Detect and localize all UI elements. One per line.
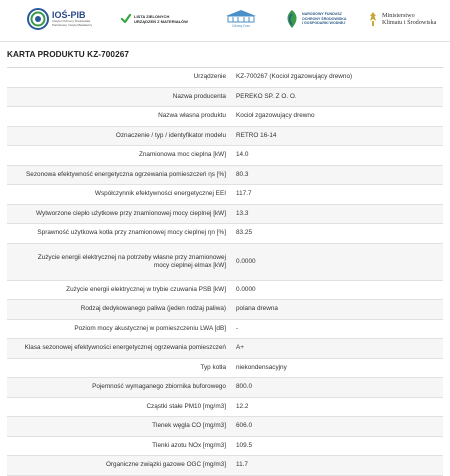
row-label-text: Klasa sezonowej efektywności energetycznej ogrzewania pomieszczeń (24, 344, 226, 352)
row-label (7, 437, 230, 456)
row-label-text: Organiczne związki gazowe OGC [mg/m3] (105, 461, 226, 469)
row-value: KZ-700267 (Kocioł zgazowujący drewno) (236, 73, 353, 81)
row-label-text: Sezonowa efektywność energetyczna ogrzewania pomieszczeń ηs [%] (26, 170, 226, 178)
ios-pib-emblem-icon (27, 8, 49, 30)
row-value: Kocioł zgazowujący drewno (236, 112, 315, 120)
row-value: polana drewna (236, 305, 278, 313)
row-label (7, 127, 230, 146)
ios-pib-name: IOŚ-PIB (52, 9, 86, 20)
row-value: 0.0000 (236, 257, 256, 265)
table-row (7, 281, 443, 301)
nfosigw-logo[interactable] (284, 6, 362, 32)
row-label (7, 456, 230, 475)
table-row (7, 68, 443, 88)
table-row (7, 107, 443, 127)
row-label (7, 205, 230, 224)
table-row (7, 146, 443, 166)
row-label-text: Pojemność wymaganego zbiornika buforowego (92, 383, 226, 391)
row-label-text: Tlenek węgla CO [mg/m3] (152, 422, 226, 430)
row-value: 800.0 (236, 383, 252, 391)
table-row (7, 417, 443, 437)
lista-line2: URZĄDZEŃ Z MATERIAŁÓW (134, 19, 188, 24)
table-row (7, 127, 443, 147)
row-value: RETRO 16-14 (236, 131, 277, 139)
eagle-emblem-icon (368, 10, 378, 28)
table-row (7, 205, 443, 225)
table-row (7, 224, 443, 244)
table-row (7, 456, 443, 476)
ministry-line1: Ministerstwo (382, 12, 415, 19)
table-row (7, 359, 443, 379)
logo-bar (0, 0, 450, 38)
row-label-text: Typ kotła (200, 363, 226, 371)
table-row (7, 320, 443, 340)
row-label-text: Nazwa producenta (172, 92, 226, 100)
row-label-text: Wytworzone ciepło użytkowe przy znamionowej mocy cieplnej [kW] (36, 209, 226, 217)
row-label (7, 339, 230, 358)
table-row (7, 300, 443, 320)
row-label-text: Współczynnik efektywności energetycznej EEI (94, 190, 226, 198)
table-row (7, 398, 443, 418)
product-data-table (7, 67, 443, 476)
row-label (7, 281, 230, 300)
nfosigw-emblem-icon (284, 9, 300, 29)
ministry-line2: Klimatu i Środowiska (382, 19, 437, 26)
ministry-logo[interactable] (368, 6, 448, 32)
lista-logo[interactable] (120, 6, 202, 32)
row-value: - (236, 324, 239, 332)
table-row (7, 244, 443, 281)
row-label-text: Zużycie energii elektrycznej na potrzeby własne przy znamionowej mocy cieplnej elmax [kW] (37, 253, 226, 269)
header-divider (0, 41, 450, 42)
building-icon (224, 9, 258, 24)
row-label (7, 417, 230, 436)
nfosigw-line1: NARODOWY FUNDUSZ (302, 12, 342, 17)
row-value: 606.0 (236, 422, 252, 430)
row-value: PEREKO SP. Z O. O. (236, 92, 297, 100)
row-label (7, 88, 230, 107)
row-value: 11.7 (236, 461, 248, 469)
row-label-text: Zużycie energii elektrycznej w trybie czuwania PSB [kW] (66, 285, 226, 293)
nfosigw-line3: I GOSPODARKI WODNEJ (302, 21, 346, 26)
row-label-text: Nazwa własna produktu (158, 112, 226, 120)
row-value: 117.7 (236, 190, 252, 198)
row-value: 109.5 (236, 441, 252, 449)
ios-pib-logo[interactable] (27, 6, 97, 32)
ios-pib-subtitle: Instytut Ochrony Środowiska Państwowy Instytut Badawczy (52, 18, 93, 27)
table-row (7, 185, 443, 205)
row-label (7, 185, 230, 204)
row-value: 14.0 (236, 151, 249, 159)
table-row (7, 437, 443, 457)
table-row (7, 378, 443, 398)
row-value: 13.3 (236, 209, 249, 217)
row-value: 80.3 (236, 170, 249, 178)
row-label (7, 68, 230, 87)
page-title: KARTA PRODUKTU KZ-700267 (7, 50, 130, 59)
leaf-check-icon (120, 13, 132, 25)
row-label (7, 146, 230, 165)
row-label-text: Tlenki azotu NOx [mg/m3] (152, 441, 226, 449)
row-value: 83.25 (236, 229, 252, 237)
row-label-text: Poziom mocy akustycznej w pomieszczeniu LWA [dB] (74, 324, 226, 332)
table-row (7, 339, 443, 359)
row-label (7, 398, 230, 417)
row-value: 0.0000 (236, 285, 256, 293)
row-label-text: Rodzaj dedykowanego paliwa (jeden rodzaj paliwa) (80, 305, 226, 313)
row-label-text: Oznaczenie / typ / identyfikator modelu (115, 131, 226, 139)
row-value: A+ (236, 344, 244, 352)
row-label (7, 378, 230, 397)
row-label (7, 224, 230, 243)
row-label (7, 300, 230, 319)
row-value: 12.2 (236, 402, 249, 410)
row-label (7, 320, 230, 339)
row-label-text: Sprawność użytkowa kotła przy znamionowej mocy cieplnej ηn [%] (37, 229, 226, 237)
row-label-text: Urządzenie (193, 73, 226, 81)
row-value: niekondensacyjny (236, 363, 287, 371)
table-row (7, 166, 443, 186)
zdrowy-dom-logo[interactable] (217, 6, 265, 32)
row-label (7, 244, 230, 280)
lista-line1: LISTA ZIELONYCH (134, 14, 170, 19)
zdrowy-dom-caption: Zdrowy Dom (231, 24, 251, 28)
row-label-text: Znamionowa moc cieplna [kW] (138, 151, 226, 159)
row-label (7, 107, 230, 126)
table-row (7, 88, 443, 108)
row-label (7, 359, 230, 378)
nfosigw-line2: OCHRONY ŚRODOWISKA (302, 16, 347, 21)
row-label (7, 166, 230, 185)
row-label-text: Cząstki stałe PM10 [mg/m3] (146, 402, 226, 410)
